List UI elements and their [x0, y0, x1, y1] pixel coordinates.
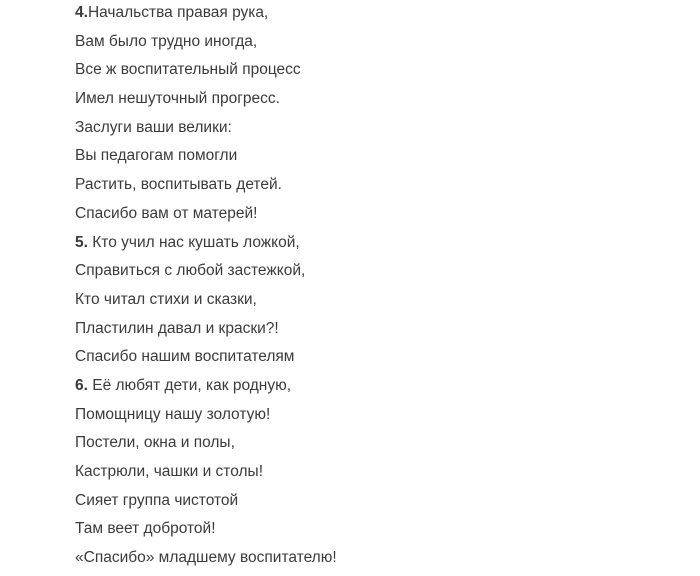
stanza-number: 6.	[75, 376, 88, 394]
stanza-number: 4.	[75, 4, 88, 21]
verse-line: Растить, воспитывать детей.	[75, 176, 282, 194]
verse-line: Её любят дети, как родную,	[87, 376, 292, 394]
verse-line: Начальства правая рука,	[87, 4, 269, 21]
verse-line: Заслуги ваши велики:	[75, 118, 232, 136]
verse-line: Спасибо вам от матерей!	[75, 204, 258, 222]
verse-line: Постели, окна и полы,	[75, 434, 235, 452]
verse-line: Спасибо нашим воспитателям	[75, 348, 295, 366]
verse-line: Сияет группа чистотой	[75, 491, 239, 509]
verse-line: Кастрюли, чашки и столы!	[75, 463, 264, 480]
stanza-6-line-1	[75, 375, 337, 404]
verse-line: Кто учил нас кушать ложкой,	[87, 233, 300, 251]
verse-line: Пластилин давал и краски?!	[75, 319, 279, 337]
verse-line: Имел нешуточный прогресс.	[75, 90, 280, 108]
poem-text	[75, 2, 337, 576]
verse-line: Кто читал стихи и сказки,	[75, 290, 257, 308]
stanza-5-line-1	[75, 232, 337, 261]
verse-line: Справиться с любой застежкой,	[75, 262, 306, 280]
verse-line: «Спасибо» младшему воспитателю!	[75, 549, 337, 567]
stanza-4-line-1	[75, 2, 337, 31]
stanza-number: 5.	[75, 233, 88, 251]
verse-line: Все ж воспитательный процесс	[75, 61, 301, 79]
verse-line: Вы педагогам помогли	[75, 147, 238, 165]
verse-line: Помощницу нашу золотую!	[75, 405, 271, 423]
verse-line: Вам было трудно иногда,	[75, 32, 258, 50]
verse-line: Там веет добротой!	[75, 520, 216, 538]
